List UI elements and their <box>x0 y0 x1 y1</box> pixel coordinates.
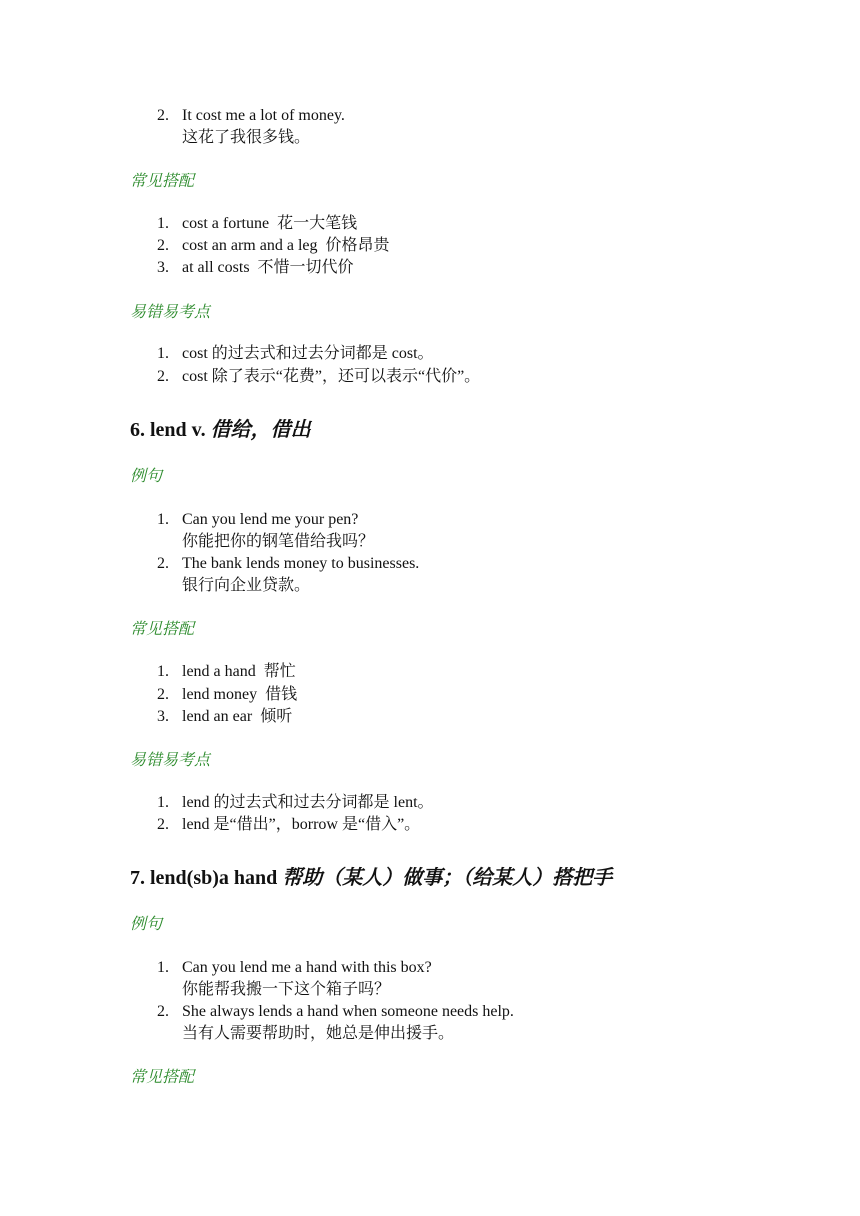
collocation-item: lend money 借钱 <box>182 686 298 703</box>
collocation-number: 3. <box>157 708 169 725</box>
section-title-collocations: 常见搭配 <box>130 619 195 638</box>
entry-heading-lend: 6. lend v. 借给，借出 <box>130 419 311 441</box>
collocation-item: cost an arm and a leg 价格昂贵 <box>182 237 390 254</box>
example-sentence: Can you lend me your pen? <box>182 511 359 528</box>
collocation-item: lend a hand 帮忙 <box>182 663 296 680</box>
example-translation: 当有人需要帮助时，她总是伸出援手。 <box>182 1025 455 1042</box>
section-title-collocations: 常见搭配 <box>130 1067 195 1086</box>
example-translation: 银行向企业贷款。 <box>182 577 311 594</box>
section-title-collocations: 常见搭配 <box>130 171 195 190</box>
example-translation: 你能帮我搬一下这个箱子吗？ <box>182 981 391 998</box>
section-title-examples: 例句 <box>130 914 163 933</box>
example-sentence: Can you lend me a hand with this box? <box>182 959 432 976</box>
collocation-item: at all costs 不惜一切代价 <box>182 259 354 276</box>
section-title-pitfalls: 易错易考点 <box>130 750 211 769</box>
collocation-number: 2. <box>157 237 169 254</box>
collocation-number: 1. <box>157 215 169 232</box>
example-number: 2. <box>157 107 169 124</box>
example-translation: 你能把你的钢笔借给我吗？ <box>182 533 375 550</box>
pitfall-item: lend 的过去式和过去分词都是 lent。 <box>182 794 434 811</box>
pitfall-item: lend 是“借出”，borrow 是“借入”。 <box>182 816 421 833</box>
entry-heading-lend-a-hand: 7. lend(sb)a hand 帮助（某人）做事；（给某人）搭把手 <box>130 867 613 889</box>
example-sentence: The bank lends money to businesses. <box>182 555 420 572</box>
example-sentence: She always lends a hand when someone needs help. <box>182 1003 514 1020</box>
collocation-number: 3. <box>157 259 169 276</box>
example-number: 2. <box>157 555 169 572</box>
collocation-item: lend an ear 倾听 <box>182 708 293 725</box>
example-number: 1. <box>157 511 169 528</box>
example-number: 1. <box>157 959 169 976</box>
collocation-item: cost a fortune 花一大笔钱 <box>182 215 358 232</box>
example-number: 2. <box>157 1003 169 1020</box>
pitfall-number: 2. <box>157 368 169 385</box>
collocation-number: 2. <box>157 686 169 703</box>
pitfall-number: 2. <box>157 816 169 833</box>
section-title-pitfalls: 易错易考点 <box>130 302 211 321</box>
pitfall-number: 1. <box>157 345 169 362</box>
section-title-examples: 例句 <box>130 466 163 485</box>
example-translation: 这花了我很多钱。 <box>182 129 311 146</box>
pitfall-number: 1. <box>157 794 169 811</box>
example-sentence: It cost me a lot of money. <box>182 107 345 124</box>
pitfall-item: cost 的过去式和过去分词都是 cost。 <box>182 345 434 362</box>
pitfall-item: cost 除了表示“花费”，还可以表示“代价”。 <box>182 368 481 385</box>
collocation-number: 1. <box>157 663 169 680</box>
